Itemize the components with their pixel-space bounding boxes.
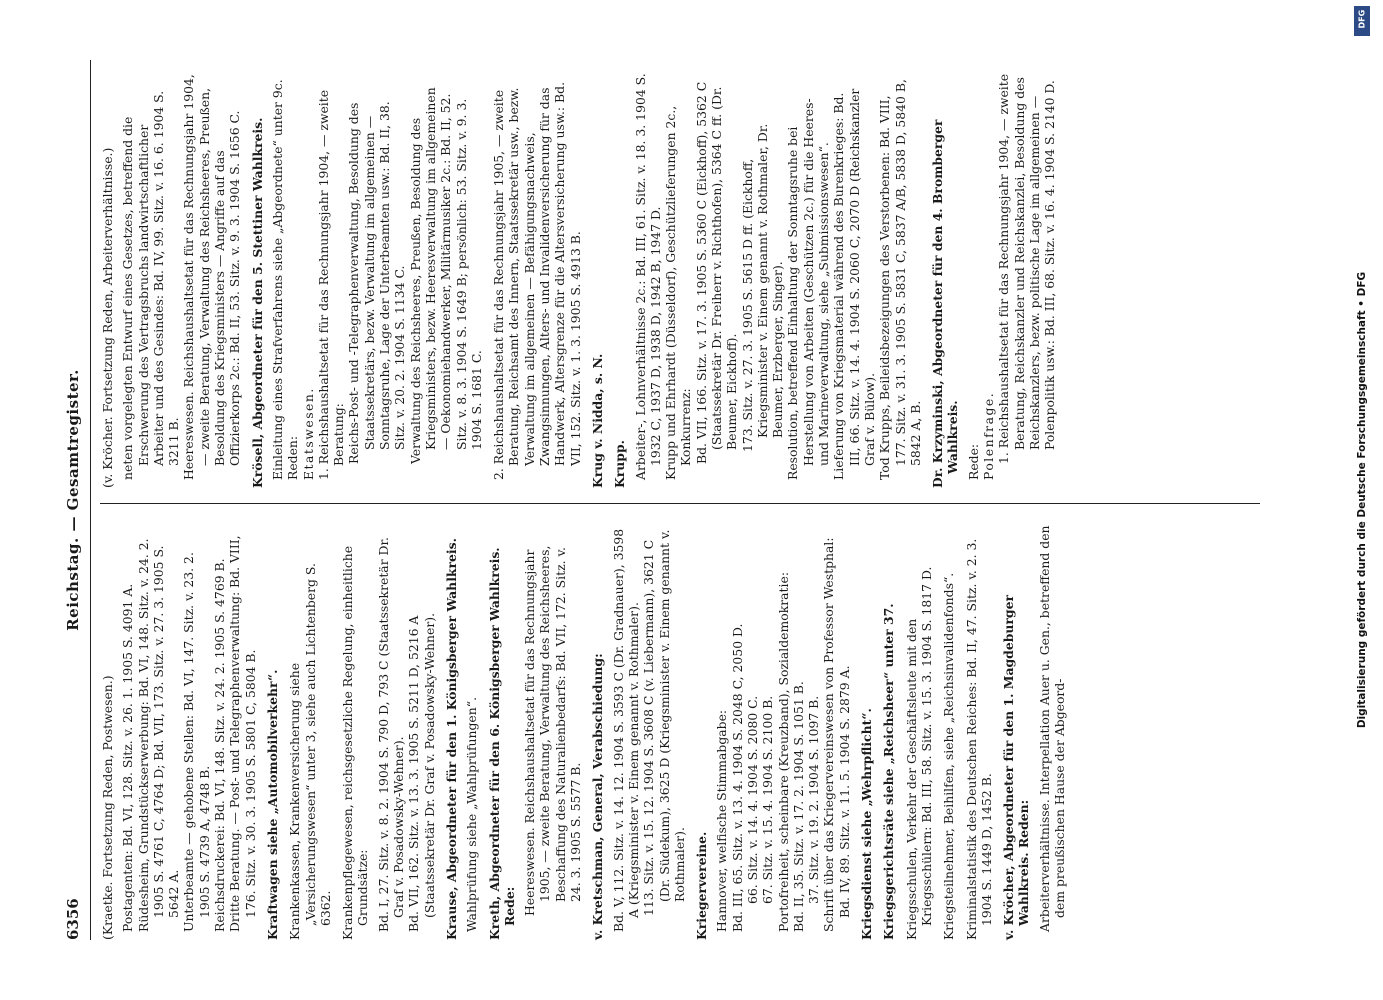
index-line: Unterbeamte — gehobene Stellen: Bd. VI, 147. Sitz. v. 23. 2. 1905 S. 4739 A, 4748 B.	[181, 552, 212, 932]
index-entry: Krösell, Abgeordneter für den 5. Stettiner Wahlkreis.	[249, 117, 265, 488]
index-line: 37. Sitz. v. 19. 2. 1904 S. 1097 B.	[806, 695, 822, 904]
dfg-logo-icon	[1354, 6, 1370, 36]
index-entry: Kriegervereine.	[694, 831, 710, 940]
index-entry: v. Kretschman, General, Verabschiedung:	[590, 653, 606, 940]
index-line: Einleitung eines Strafverfahrens siehe „Abgeordnete“ unter 9c.	[269, 79, 285, 480]
index-entry: Kriegsgerichtsräte siehe „Reichsheer“ unter 37.	[881, 603, 897, 940]
index-line: Bd. VII, 166. Sitz. v. 17. 3. 1905 S. 5360 C (Eickhoff), 5362 C (Staatssekretär Dr. Freiherr v. Richthofen), 5364 C ff. (Dr. Beumer, Eickhoff).	[693, 81, 740, 464]
index-entry: Krause, Abgeordneter für den 1. Königsberger Wahlkreis.	[443, 538, 459, 940]
index-entry: v. Kröcher, Abgeordneter für den 1. Magdeburger Wahlkreis. Reden:	[1001, 595, 1032, 940]
index-line: Postagenten: Bd. VI, 128. Sitz. v. 26. 1. 1905 S. 4091 A.	[120, 583, 136, 932]
dfg-credit	[1350, 8, 1374, 992]
index-line: Rede:	[965, 443, 981, 480]
index-line: 1. Reichshaushaltsetat für das Rechnungsjahr 1904, — zweite Beratung, Reichskanzler und Reichskanzlei, Besoldung des Reichskanzlers, bezw. politische Lage im allgemeinen — Polenpolitik usw.: Bd. III, 68. Sitz. v. 16. 4. 1904 S. 2140 D.	[996, 73, 1058, 464]
index-line: 1. Reichshaushaltsetat für das Rechnungsjahr 1904, — zweite Beratung:	[315, 89, 347, 480]
index-line: neten vorgelegten Entwurf eines Gesetzes, betreffend die Erschwerung des Vertragsbruchs landwirtschaftlicher Arbeiter und des Gesindes: Bd. IV, 99. Sitz. v. 16. 6. 1904 S. 3211 B.	[120, 90, 182, 480]
index-entry: Dr. Krzyminski, Abgeordneter für den 4. Bromberger Wahlkreis.	[930, 119, 961, 488]
index-entry: Krankenpflegewesen, reichsgesetzliche Regelung, einheitliche Grundsätze:	[340, 545, 371, 940]
index-line: Krupp und Ehrhardt (Düsseldorf), Geschützlieferungen 2c., Konkurrenz:	[663, 105, 694, 480]
index-entry: Krupp.	[612, 440, 628, 488]
index-line: 66. Sitz. v. 14. 4. 1904 S. 2080 C.	[744, 695, 760, 904]
index-line: Bd. III, 65. Sitz. v. 13. 4. 1904 S. 2048 C, 2050 D.	[729, 623, 745, 932]
index-line: Etatswesen.	[300, 387, 316, 480]
running-title: Reichstag. — Gesamtregister.	[64, 369, 82, 631]
index-entry: Kraftwagen siehe „Automobilverkehr“.	[264, 669, 280, 940]
index-line: Schrift über das Kriegervereinswesen von Professor Westphal: Bd. IV, 89. Sitz. v. 11. 5. 1904 S. 2879 A.	[821, 537, 852, 932]
column-divider	[100, 503, 1260, 504]
right-column	[100, 73, 1058, 488]
left-column	[100, 525, 1067, 940]
dfg-credit-text: Digitalisierung gefördert durch die Deutsche Forschungsgemeinschaft • DFG	[1356, 271, 1368, 729]
index-entry: Krankenkassen, Krankenversicherung siehe „Versicherungswesen“ unter 3, siehe auch Lichtenberg S. 6362.	[287, 563, 333, 940]
index-line: Wahlprüfung siehe „Wahlprüfungen“.	[464, 696, 480, 932]
index-entry: Kreth, Abgeordneter für den 6. Königsberger Wahlkreis. Rede:	[486, 547, 517, 940]
index-entry: (Kraetke. Fortsetzung Reden, Postwesen.)	[100, 675, 115, 940]
index-line: Reichs-Post- und -Telegraphenverwaltung, Besoldung des Staatssekretärs, bezw. Verwaltung im allgemeinen — Sonntagsruhe, Lage der Unterbeamten usw.: Bd. II, 38. Sitz. v. 20. 2. 1904 S. 1134 C.	[346, 101, 408, 464]
index-line: 113. Sitz. v. 15. 12. 1904 S. 3608 C (v. Liebermann), 3621 C (Dr. Südekum), 3625 D (Kriegsminister v. Einem genannt v. Rothmaler).	[641, 529, 687, 916]
index-line: Bd. V, 112. Sitz. v. 14. 12. 1904 S. 3593 C (Dr. Gradnauer), 3598 A (Kriegsminister v. Einem genannt v. Rothmaler).	[610, 528, 641, 932]
index-line: Hannover, welfische Stimmabgabe:	[714, 709, 730, 932]
index-line: Verwaltung des Reichsheeres, Preußen, Besoldung des Kriegsministers, bezw. Heeresverwaltung im allgemeinen — Oekonomiehandwerker, Militärmusiker 2c.: Bd. II, 52. Sitz. v. 8. 3. 1904 S. 1649 B; persönlich: 53. Sitz. v. 9. 3. 1904 S. 1681 C.	[407, 87, 484, 464]
index-line: Lieferung von Kriegsmaterial während des Burenkrieges: Bd. III, 66. Sitz. v. 14. 4. 1904 S. 2060 C, 2070 D (Reichskanzler Graf v. Bülow).	[831, 88, 877, 480]
index-line: Polenfrage.	[981, 391, 997, 480]
index-line: Heereswesen. Reichshaushaltsetat für das Rechnungsjahr 1904, — zweite Beratung, Verwaltung des Reichsheeres, Preußen, Besoldung des Kriegsministers — Angriffe auf das Offizierkorps 2c.: Bd. II, 53. Sitz. v. 9. 3. 1904 S. 1656 C.	[181, 74, 243, 480]
index-line: Portofreiheit, scheinbare (Kreuzband), Sozialdemokratie:	[775, 572, 791, 932]
index-entry: (v. Kröcher. Fortsetzung Reden, Arbeiterverhältnisse.)	[100, 147, 115, 488]
index-line: Bd. VII, 162. Sitz. v. 13. 3. 1905 S. 5211 D, 5216 A (Staatssekretär Dr. Graf v. Posadowsky-Wehner).	[406, 612, 437, 932]
page-header	[60, 60, 91, 940]
index-entry: Krug v. Nidda, s. N.	[589, 353, 605, 488]
index-entry: Kriegsdienst siehe „Wehrpflicht“.	[859, 708, 875, 940]
index-line: 2. Reichshaushaltsetat für das Rechnungsjahr 1905, — zweite Beratung, Reichsamt des Innern, Staatssekretär usw., bezw. Verwaltung im allgemeinen — Befähigungsnachweis, Zwangsinnungen, Alters- und Invalidenversicherung für das Handwerk, Altersgrenze für die Altersversicherung usw.: Bd. VII, 152. Sitz. v. 1. 3. 1905 S. 4913 B.	[491, 81, 583, 480]
index-entry: Kriegsteilnehmer, Beihilfen, siehe „Reichsinvalidenfonds“.	[941, 572, 957, 940]
index-line: Heereswesen. Reichshaushaltsetat für das Rechnungsjahr 1905, — zweite Beratung, Verwaltung des Reichsheeres, Beschaffung des Naturalienbedarfs: Bd. VII, 172. Sitz. v. 24. 3. 1905 S. 5577 B.	[522, 545, 584, 916]
index-line: Bd. I, 27. Sitz. v. 8. 2. 1904 S. 790 D, 793 C (Staatssekretär Dr. Graf v. Posadowsky-Wehner).	[375, 537, 407, 932]
index-line: 173. Sitz. v. 27. 3. 1905 S. 5615 D ff. (Eickhoff, Kriegsminister v. Einem genannt v. Rothmaler, Dr. Beumer, Erzberger, Singer).	[739, 123, 786, 452]
index-line: Tod Krupps, Beileidsbezeigungen des Verstorbenen: Bd. VIII, 177. Sitz. v. 31. 3. 1905 S. 5831 C, 5837 A/B, 5838 D, 5840 B, 5842 A, B.	[877, 79, 923, 480]
page-number: 6356	[64, 898, 82, 940]
index-line: Reden:	[285, 435, 301, 480]
index-line: Resolution, betreffend Einhaltung der Sonntagsruhe bei Herstellung von Arbeiten (Geschützen 2c.) für die Heeres- und Marineverwaltung, siehe „Submissionswesen“.	[785, 98, 832, 480]
index-entry: Kriminalstatistik des Deutschen Reiches: Bd. II, 47. Sitz. v. 2. 3. 1904 S. 1449 D, 1452 B.	[963, 538, 994, 940]
index-line: Bd. II, 35. Sitz. v. 17. 2. 1904 S. 1051 B.	[790, 681, 806, 932]
dfg-logo-text: DFG	[1357, 9, 1367, 29]
index-entry: Kriegsschulen, Verkehr der Geschäftsleute mit den Kriegsschülern: Bd. III, 58. Sitz. v. 15. 3. 1904 S. 1817 D.	[903, 566, 934, 940]
index-line: Rüdesheim, Grundstückserwerbung: Bd. VI, 148. Sitz. v. 24. 2. 1905 S. 4761 C, 4764 D; Bd. VII, 173. Sitz. v. 27. 3. 1905 S. 5642 A.	[135, 538, 182, 932]
index-line: Reichsdruckerei: Bd. VI, 148. Sitz. v. 24. 2. 1905 S. 4769 B.	[212, 558, 228, 932]
index-line: Dritte Beratung. — Post- und Telegraphenverwaltung: Bd. VIII, 176. Sitz. v. 30. 3. 1905 S. 5801 C, 5804 B.	[227, 535, 258, 932]
index-line: Arbeiterverhältnisse. Interpellation Auer u. Gen., betreffend den dem preußischen Hause der Abgeord-	[1036, 525, 1068, 932]
index-line: 67. Sitz. v. 15. 4. 1904 S. 2100 B.	[760, 695, 776, 904]
index-line: Arbeiter-, Lohnverhältnisse 2c.: Bd. III, 61. Sitz. v. 18. 3. 1904 S. 1932 C, 1937 D, 1938 D, 1942 B, 1947 D.	[632, 73, 663, 480]
